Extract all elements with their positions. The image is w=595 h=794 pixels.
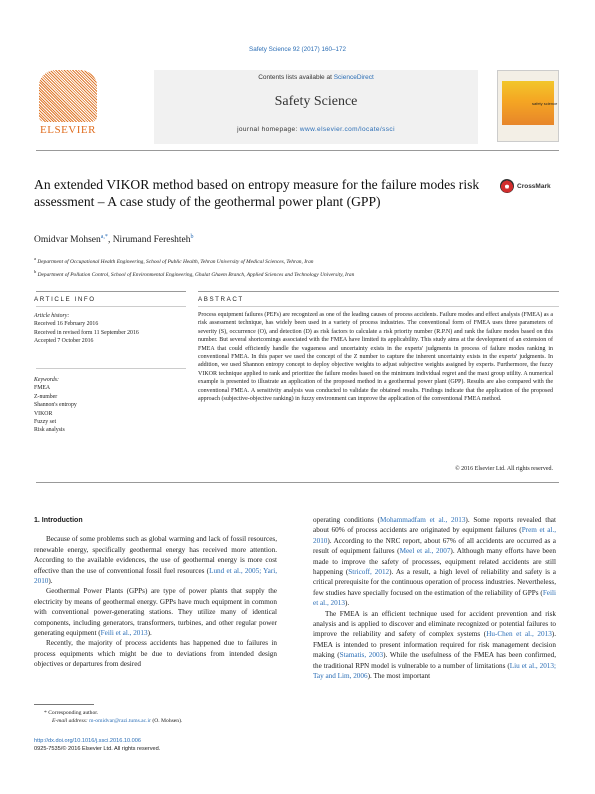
keyword-item: Shannon's entropy: [34, 402, 77, 409]
reference-link[interactable]: Lund et al., 2005; Yari, 2010: [34, 566, 278, 586]
history-label: Article history:: [34, 313, 70, 319]
affiliations: [34, 254, 554, 280]
doi-block: [34, 738, 160, 753]
keywords: [34, 376, 184, 435]
publisher-logo: [36, 70, 100, 140]
abstract-text: Process equipment failures (PEFs) are recognized as one of the leading causes of process accidents. Failure modes and effect analysis (FMEA) as a risk assessment technique, has widely been used in a variety of process industries. The conventional form of FMEA uses three parameters of severity (S), occurrence (O), and detection (D) as risk factors to calculate a risk priority number (R.P.N) and rank the failure modes based on this number. But several shortcomings associated with the FMEA have limited its applicability. This study aims at the development of an extension of FMEA that could efficiently handle the vagueness and uncertainty exists in the experts' judgments in process of failure modes ranking in conventional FMEA. In this paper we used the concept of the Z number to capture the inherent uncertainty exists in the experts' judgments. In addition, we used Shannon entropy concept to deploy objective weights to adjust subjective weights assigned by experts. Furthermore, the fuzzy VIKOR technique applied to rank and prioritize the failure modes based on the minimum individual regret and the maxi group utility. A numerical example is presented to illustrate an application of the proposed method in a geothermal power plant (GPP). Results are also compared with the conventional FMEA. A sensitivity analysis was conducted to validate the obtained results. Findings indicate that the application of the proposed approach (subjective-objective ranking) in fuzzy environment can improve the application of the conventional FMEA method.: [198, 312, 553, 403]
journal-info-box: [154, 70, 478, 144]
paragraph: The FMEA is an efficient technique used for accident prevention and risk analysis and is applied to discover and eliminate recognized or potential failures to improve the reliability and safety of complex systems (Hu-Chen et al., 2013). FMEA is intended to present information required for risk management decision making (Stamatis, 2003). While the usefulness of the FMEA has been confirmed, the traditional RPN model is vulnerable to a number of limitations (Liu et al., 2013; Tay and Lim, 2006). The most important: [313, 609, 557, 681]
keywords-label: Keywords:: [34, 377, 59, 383]
crossmark-badge[interactable]: [500, 178, 560, 194]
issn-line: 0925-7535/© 2016 Elsevier Ltd. All rights reserved.: [34, 745, 161, 752]
contents-line: Contents lists available at ScienceDirect: [258, 74, 374, 81]
reference-link[interactable]: Feili et al., 2013: [100, 629, 148, 638]
affiliation-a: $^a$ Department of Occupational Health Engineering, School of Public Health, Tehran University of Medical Sciences, Tehran, Iran: [34, 256, 314, 265]
author-sup[interactable]: a,*: [100, 234, 108, 240]
header-divider: [36, 150, 559, 151]
reference-link[interactable]: Stamatis, 2003: [339, 651, 384, 660]
keyword-item: Z-number: [34, 393, 58, 400]
author-sup[interactable]: b: [190, 234, 194, 240]
body-column-right: [313, 515, 556, 682]
abstract-divider: [198, 306, 559, 307]
sciencedirect-link[interactable]: ScienceDirect: [333, 74, 374, 81]
keyword-item: Fuzzy set: [34, 419, 57, 426]
crossmark-label: CrossMark: [517, 182, 551, 190]
homepage-link[interactable]: www.elsevier.com/locate/ssci: [299, 126, 395, 133]
keywords-divider: [36, 368, 186, 369]
doi-link[interactable]: http://dx.doi.org/10.1016/j.ssci.2016.10.006: [34, 738, 141, 744]
body-column-left: [34, 516, 277, 670]
keyword-item: VIKOR: [34, 410, 53, 417]
author-list: Omidvar Mohsen$^{a,*}$, Nirumand Fereshteh$^b$: [34, 234, 194, 246]
abstract-heading: ABSTRACT: [198, 296, 244, 303]
received-date: Received 16 February 2016: [34, 321, 99, 328]
abstract-divider-top: [198, 291, 559, 292]
article-info-heading: ARTICLE INFO: [34, 296, 96, 303]
accepted-date: Accepted 7 October 2016: [34, 338, 94, 345]
journal-title: Safety Science: [274, 94, 358, 109]
reference-link[interactable]: Hu-Chen et al., 2013: [486, 630, 552, 639]
body-divider: [36, 482, 559, 483]
article-title: An extended VIKOR method based on entropy measure for the failure modes risk assessment – A case study of the geothermal power plant (GPP): [34, 177, 480, 209]
elsevier-tree-icon: [39, 70, 97, 122]
author-name[interactable]: Omidvar Mohsen: [34, 235, 101, 246]
reference-link[interactable]: Prem et al., 2010: [313, 526, 557, 545]
reference-link[interactable]: Meel et al., 2007: [399, 547, 451, 556]
revised-date: Received in revised form 11 September 2016: [34, 329, 139, 336]
journal-cover-image: [497, 70, 559, 142]
keyword-item: FMEA: [34, 385, 51, 392]
crossmark-icon: [500, 179, 514, 193]
paragraph: operating conditions (Mohammadfam et al., 2013). Some reports revealed that about 60% of process accidents are originated by equipment failures (Prem et al., 2010). According to the NRC report, about 67% of all accidents are occurred as a result of equipment failures (Meel et al., 2007). Although many efforts have been made to improve the safety of processes, equipment related accidents are still happening (Stricoff, 2012). As a result, a high level of reliability and safety is a critical prerequisite for the continuous operation of process industries. Nevertheless, few studies have specially focused on the estimation of the reliability of GPPs (Feili et al., 2013).: [313, 516, 557, 608]
email-link[interactable]: m-omidvar@razi.tums.ac.ir: [89, 718, 151, 724]
corresponding-author-note: * Corresponding author.: [44, 710, 99, 716]
keyword-item: Risk analysis: [34, 427, 65, 434]
publisher-name: ELSEVIER: [40, 124, 96, 136]
paragraph: Geothermal Power Plants (GPPs) are type of power plants that supply the electricity by means of geothermal energy. GPPs have much equipment in common with conventional power-generating stations. They utilize many of identical components, including generators, transformers, turbines, and other regular power generating equipment (Feili et al., 2013).: [34, 587, 277, 638]
info-divider-top: [36, 291, 186, 292]
email-note: E-mail address: m-omidvar@razi.tums.ac.ir (O. Mohsen).: [52, 718, 183, 724]
reference-link[interactable]: Feili et al., 2013: [313, 588, 556, 608]
abstract-copyright: © 2016 Elsevier Ltd. All rights reserved.: [455, 466, 553, 472]
paragraph: Because of some problems such as global warming and lack of fossil resources, renewable energy, specifically geothermal energy has received more attention. According to the available evidences, the use of geothermal energy is more cost effective than the use of conventional fossil fuel resources (Lund et al., 2005; Yari, 2010).: [34, 535, 278, 586]
section-heading: 1. Introduction: [34, 517, 83, 524]
journal-citation[interactable]: Safety Science 92 (2017) 160–172: [249, 46, 346, 53]
paragraph: Recently, the majority of process accidents has happened due to failures in process equipments which might be due to deviations from intended design objectives or departures from desired: [34, 639, 277, 669]
info-divider: [36, 306, 186, 307]
reference-link[interactable]: Stricoff, 2012: [348, 568, 390, 577]
homepage-line: journal homepage: www.elsevier.com/locate/ssci: [237, 126, 395, 133]
journal-header: [36, 70, 559, 145]
reference-link[interactable]: Mohammadfam et al., 2013: [379, 516, 466, 524]
cover-text: safety science: [532, 101, 558, 106]
footnote: [34, 704, 277, 725]
article-history: [34, 312, 184, 346]
reference-link[interactable]: Liu et al., 2013; Tay and Lim, 2006: [313, 661, 556, 681]
affiliation-b: $^b$ Department of Pollution Control, School of Environmental Engineering, Ghalat Ghaem Branch, Applied Sciences and Technology University, Iran: [34, 268, 355, 278]
author-name[interactable]: Nirumand Fereshteh: [112, 235, 191, 246]
